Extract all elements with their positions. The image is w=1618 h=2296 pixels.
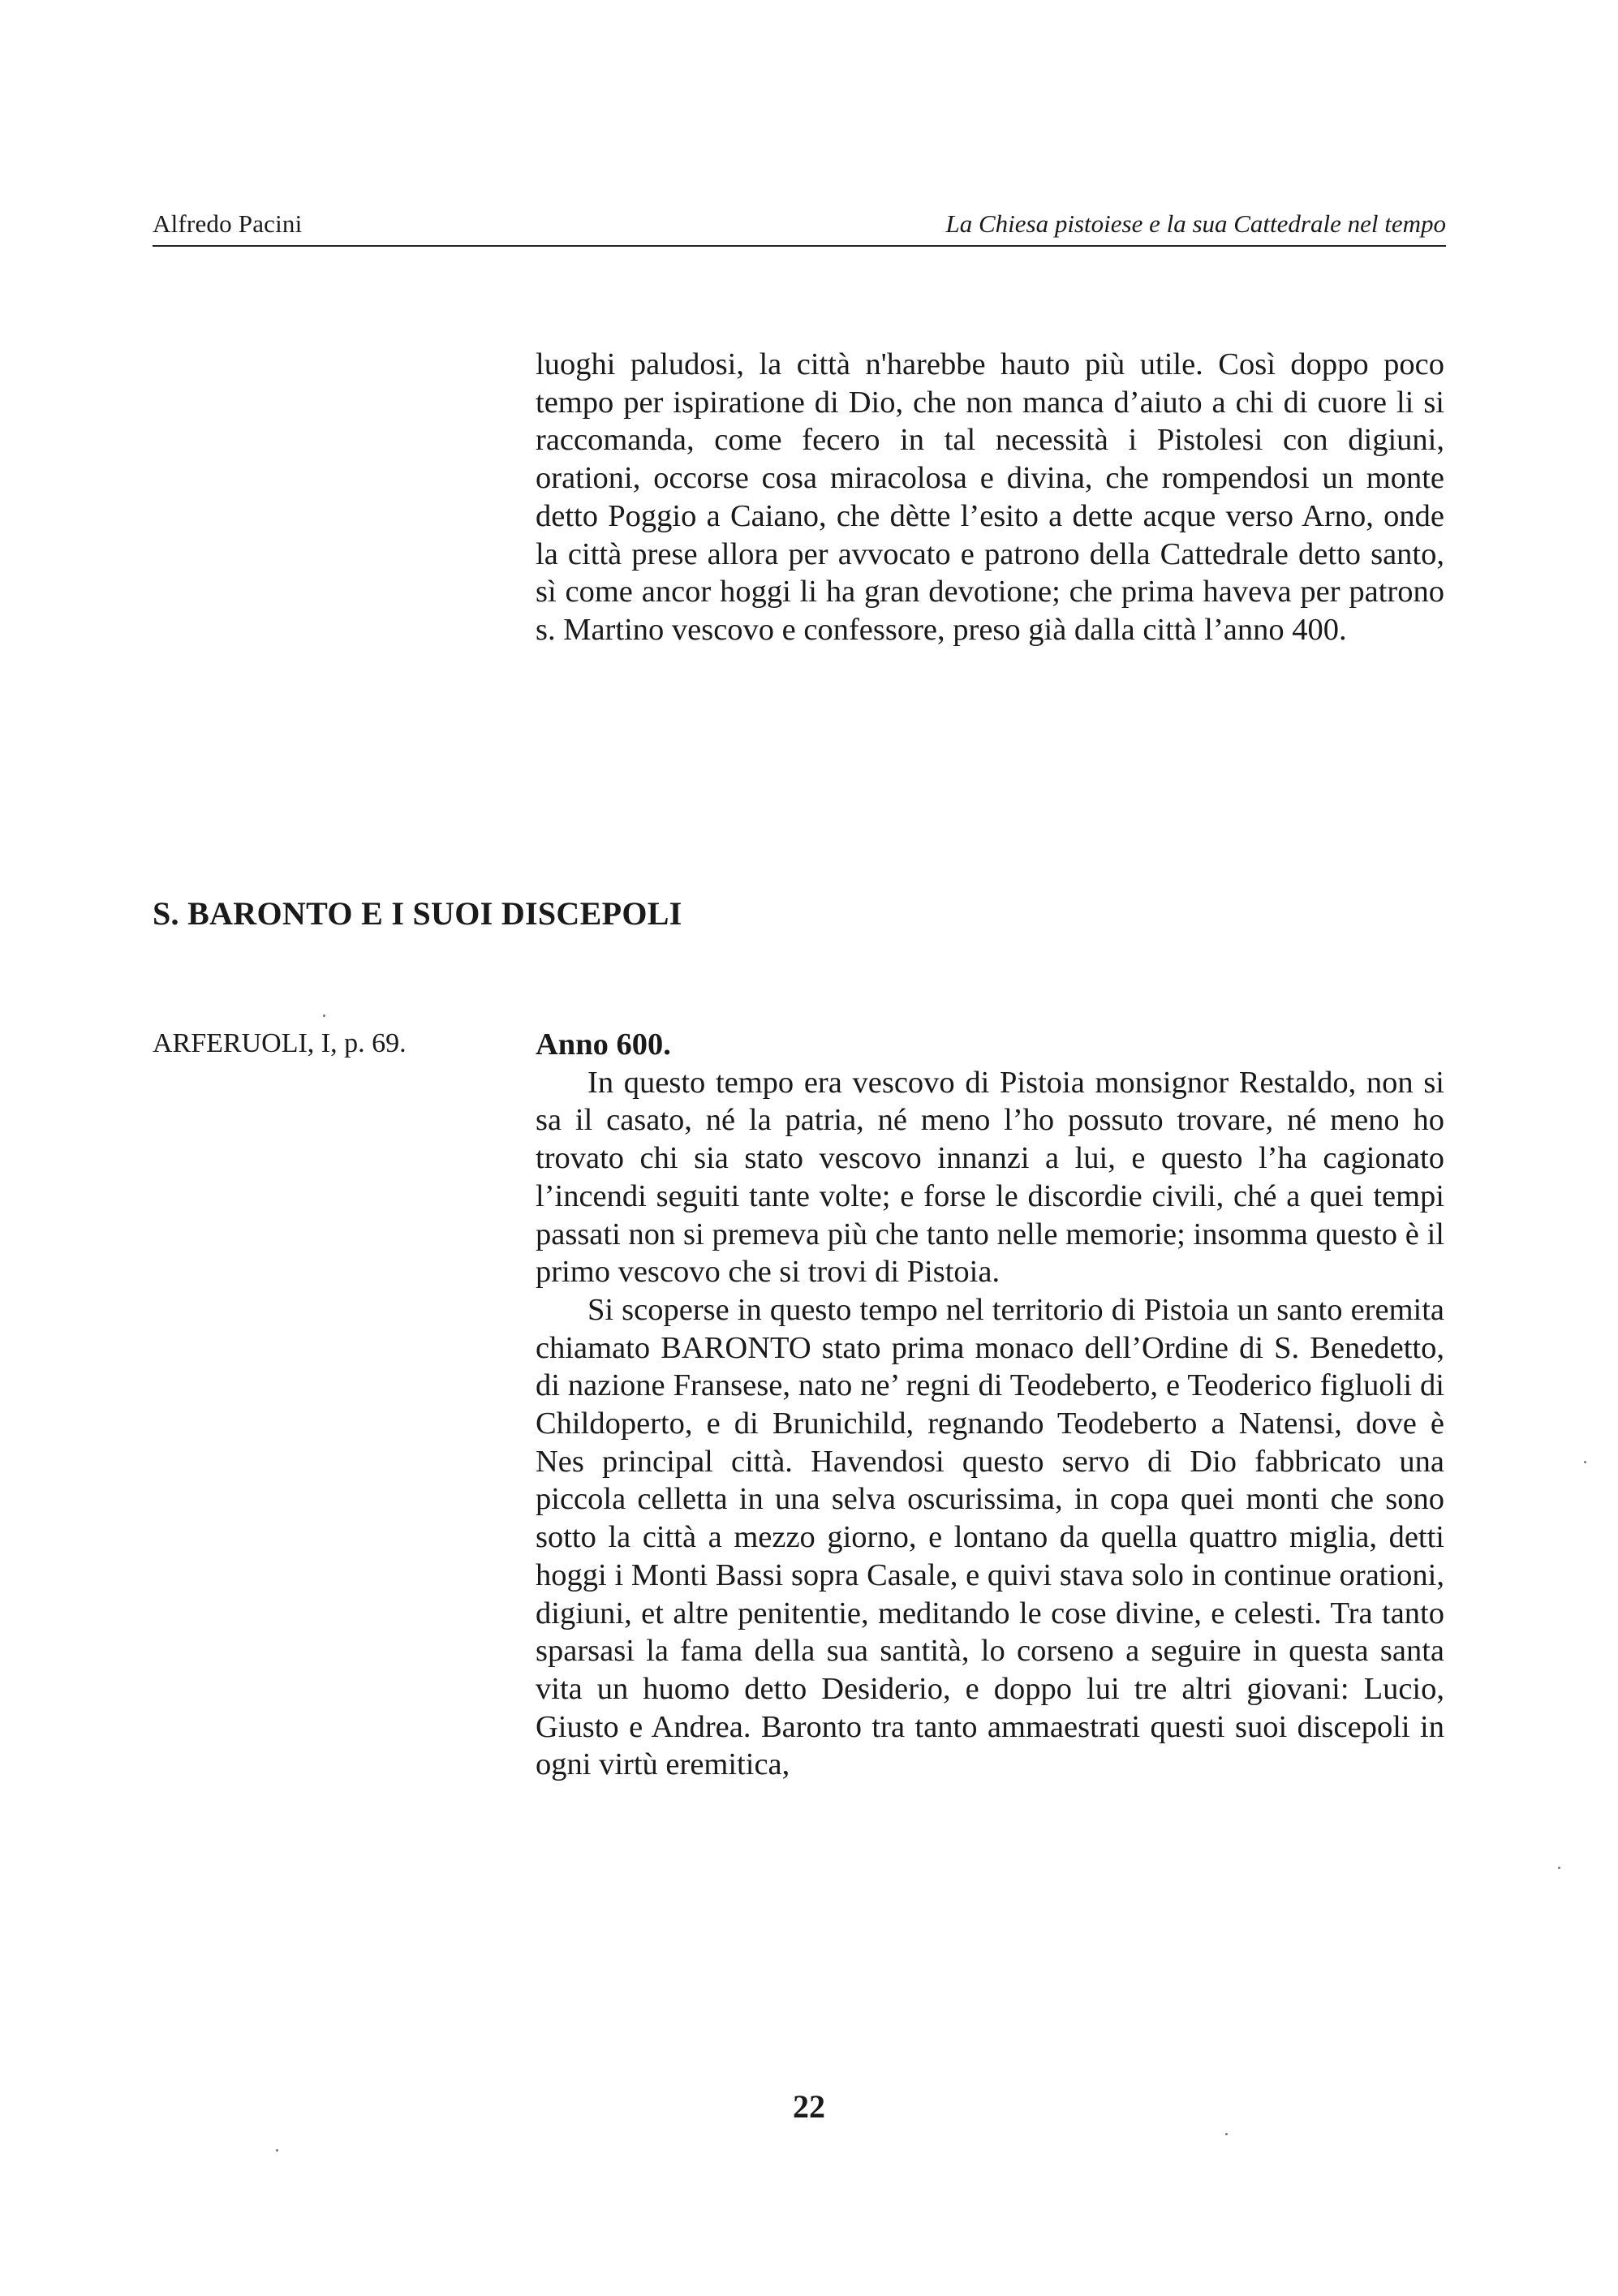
continuation-text xyxy=(536,346,1444,649)
scan-speck xyxy=(1584,1461,1586,1463)
entry-paragraph-1: In questo tempo era vescovo di Pistoia monsignor Restaldo, non si sa il casato, né la patria, né meno l’ho possuto trovare, né meno ho trovato chi sia stato vescovo innanzi a lui, e questo l’ha cagionato l’incendi seguiti tante volte; e forse le discordie civili, ché a quei tempi passati non si premeva più che tanto nelle memorie; insomma questo è il primo vescovo che si trovi di Pistoia. xyxy=(536,1065,1444,1290)
continuation-paragraph: luoghi paludosi, la città n'harebbe hauto più utile. Così doppo poco tempo per ispiratione di Dio, che non manca d’aiuto a chi di cuore li si raccomanda, come fecero in tal necessità i Pistolesi con digiuni, orationi, occorse cosa miracolosa e divina, che rompendosi un monte detto Poggio a Caiano, che dètte l’esito a dette acque verso Arno, onde la città prese allora per avvocato e patrono della Cattedrale detto santo, sì come ancor hoggi li ha gran devotione; che prima haveva per patrono s. Martino vescovo e confessore, preso già dalla città l’anno 400. xyxy=(536,347,1444,647)
scan-speck xyxy=(1225,2133,1228,2135)
scan-speck xyxy=(323,1014,325,1017)
page-number: 22 xyxy=(793,2088,825,2125)
entry-paragraph-2: Si scoperse in questo tempo nel territorio di Pistoia un santo eremita chiamato BARONTO stato prima monaco dell’Ordine di S. Benedetto, di nazione Fransese, nato ne’ regni di Teodeberto, e Teoderico figluoli di Childoperto, e di Brunichild, regnando Teodeberto a Natensi, dove è Nes principal città. Havendosi questo servo di Dio fabbricato una piccola celletta in una selva oscurissima, in copa quei monti che sono sotto la città a mezzo giorno, e lontano da quella quattro miglia, detti hoggi i Monti Bassi sopra Casale, e quivi stava solo in continue orationi, digiuni, et altre penitentie, meditando le cose divine, e celesti. Tra tanto sparsasi la fama della sua santità, lo corseno a seguire in questa santa vita un huomo detto Desiderio, e doppo lui tre altri giovani: Lucio, Giusto e Andrea. Baronto tra tanto ammaestrati questi suoi discepoli in ogni virtù eremitica, xyxy=(536,1292,1444,1782)
header-author: Alfredo Pacini xyxy=(153,209,303,238)
margin-reference: ARFERUOLI, I, p. 69. xyxy=(153,1028,407,1058)
running-header xyxy=(153,209,1446,242)
section-heading: S. BARONTO E I SUOI DISCEPOLI xyxy=(153,895,682,932)
scan-speck xyxy=(1558,1867,1560,1869)
scan-speck xyxy=(276,2149,278,2152)
entry-year: Anno 600. xyxy=(536,1027,671,1062)
header-rule xyxy=(153,245,1446,247)
entry-text xyxy=(536,1026,1444,1784)
header-title: La Chiesa pistoiese e la sua Cattedrale nel tempo xyxy=(945,209,1446,238)
